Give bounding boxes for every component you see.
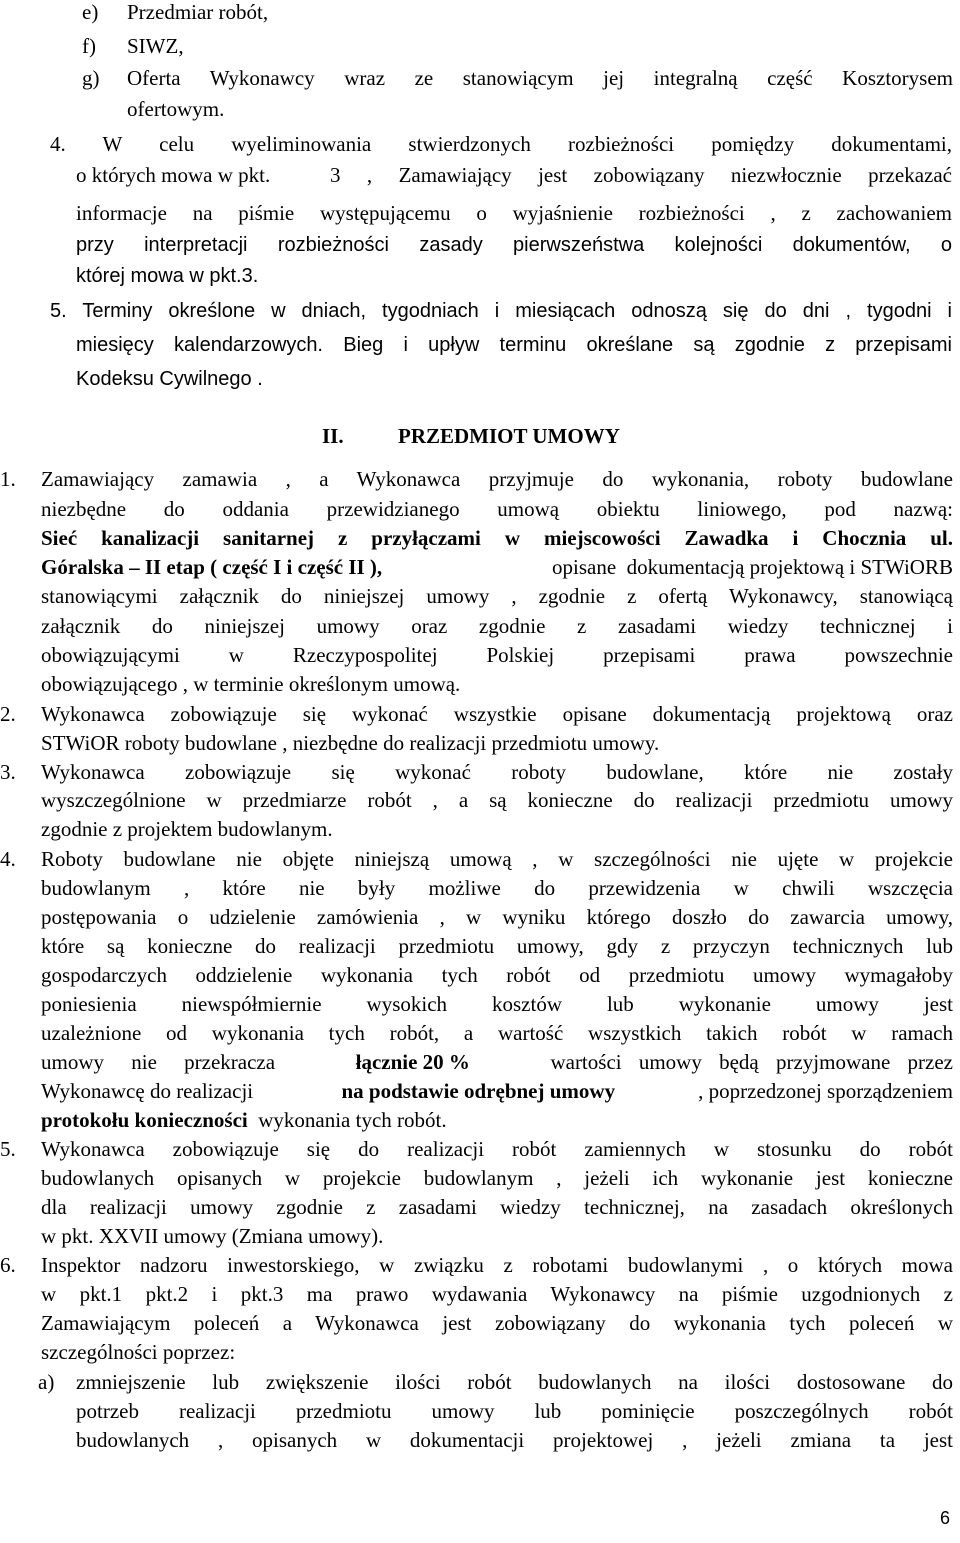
item-4-line6: poniesienia niewspółmiernie wysokich kosztów lub wykonanie umowy jest [41,992,953,1016]
paragraph-5-line2: miesięcy kalendarzowych. Bieg i upływ terminu określane są zgodnie z przepisami [76,334,952,356]
item-4-line8-c: wartości umowy będą przyjmowane przez [550,1050,953,1074]
paragraph-4-line5: której mowa w pkt.3. [76,265,259,287]
item-1-line3: Sieć kanalizacji sanitarnej z przyłączami w miejscowości Zawadka i Chocznia ul. [41,526,953,550]
paragraph-4-line4: przy interpretacji rozbieżności zasady pierwszeństwa kolejności dokumentów, o [76,234,952,256]
item-4-line8 [41,1048,953,1077]
item-4-line5: gospodarczych oddzielenie wykonania tych robót od przedmiotu umowy wymagałoby [41,963,953,987]
list-label-g: g) [82,66,100,90]
item-6-line3: Zamawiającym poleceń a Wykonawca jest zobowiązany do wykonania tych poleceń w [41,1311,953,1335]
section-number: II. [322,424,344,448]
item-5-line3: dla realizacji umowy zgodnie z zasadami wiedzy technicznej, na zasadach określonych [41,1195,953,1219]
subitem-a-number: a) [38,1370,55,1394]
list-item-g-line1: Oferta Wykonawcy wraz ze stanowiącym jej integralną część Kosztorysem [127,66,953,90]
item-4-line8-bold: łącznie 20 % [355,1050,470,1074]
item-4-line9-bold: na podstawie odrębnej umowy [341,1079,616,1103]
item-2-line1: Wykonawca zobowiązuje się wykonać wszystkie opisane dokumentacją projektową oraz [41,702,953,726]
item-1-line5: stanowiącymi załącznik do niniejszej umowy , zgodnie z ofertą Wykonawcy, stanowiącą [41,584,953,608]
item-4-line1: Roboty budowlane nie objęte niniejszą umową , w szczególności nie ujęte w projekcie [41,847,953,871]
item-4-line2: budowlanym , które nie były możliwe do przewidzenia w chwili wszczęcia [41,876,953,900]
item-3-line3: zgodnie z projektem budowlanym. [41,817,333,841]
item-1-line4-bold: Góralska – II etap ( część I i część II ), [41,555,383,579]
paragraph-4-line2b: 3 , Zamawiający jest zobowiązany niezwłocznie przekazać [330,163,952,187]
paragraph-4-line2a: o których mowa w pkt. [76,163,271,187]
paragraph-5-line1: 5. Terminy określone w dniach, tygodniach i miesiącach odnoszą się do dni , tygodni i [50,300,952,322]
list-label-f: f) [82,34,96,58]
item-5-line1: Wykonawca zobowiązuje się do realizacji robót zamiennych w stosunku do robót [41,1137,953,1161]
item-4-line3: postępowania o udzielenie zamówienia , w wyniku którego doszło do zawarcia umowy, [41,905,953,929]
item-4-line9-c: , poprzedzonej sporządzeniem [698,1079,953,1103]
list-label-e: e) [82,0,99,24]
item-3-number: 3. [0,760,16,784]
item-6-number: 6. [0,1253,16,1277]
list-item-e: Przedmiar robót, [127,0,269,24]
item-1-line8: obowiązującego , w terminie określonym umową. [41,672,461,696]
item-1-line4 [41,553,953,582]
item-4-line4: które są konieczne do realizacji przedmiotu umowy, gdy z przyczyn technicznych lub [41,934,953,958]
paragraph-4-line1: 4. W celu wyeliminowania stwierdzonych rozbieżności pomiędzy dokumentami, [50,132,952,156]
item-1-line1: Zamawiający zamawia , a Wykonawca przyjmuje do wykonania, roboty budowlane [41,467,953,491]
item-4-line10-bold: protokołu konieczności [41,1108,248,1132]
item-1-line2: niezbędne do oddania przewidzianego umową obiektu liniowego, pod nazwą: [41,497,953,521]
item-6-line1: Inspektor nadzoru inwestorskiego, w związku z robotami budowlanymi , o których mowa [41,1253,953,1277]
item-3-line1: Wykonawca zobowiązuje się wykonać roboty budowlane, które nie zostały [41,760,953,784]
item-6-line2: w pkt.1 pkt.2 i pkt.3 ma prawo wydawania Wykonawcy na piśmie uzgodnionych z [41,1282,953,1306]
item-2-line2: STWiOR roboty budowlane , niezbędne do realizacji przedmiotu umowy. [41,731,660,755]
item-5-line4: w pkt. XXVII umowy (Zmiana umowy). [41,1224,384,1248]
item-4-line9 [41,1077,953,1106]
item-4-line10 [41,1106,447,1135]
item-4-line8-a: umowy nie przekracza [41,1050,276,1074]
list-item-f: SIWZ, [127,34,184,58]
item-4-number: 4. [0,847,16,871]
paragraph-4-line3: informacje na piśmie występującemu o wyjaśnienie rozbieżności , z zachowaniem [76,201,952,225]
subitem-a-line1: zmniejszenie lub zwiększenie ilości robót budowlanych na ilości dostosowane do [76,1370,953,1394]
paragraph-5-line3: Kodeksu Cywilnego . [76,368,263,390]
page-number: 6 [940,1508,951,1528]
item-4-line7: uzależnione od wykonania tych robót, a wartość wszystkich takich robót w ramach [41,1021,953,1045]
subitem-a-line3: budowlanych , opisanych w dokumentacji projektowej , jeżeli zmiana ta jest [76,1428,953,1452]
item-6-line4: szczególności poprzez: [41,1340,236,1364]
item-2-number: 2. [0,702,16,726]
item-3-line2: wyszczególnione w przedmiarze robót , a są konieczne do realizacji przedmiotu umowy [41,788,953,812]
item-5-number: 5. [0,1137,16,1161]
item-1-line4-rest: opisane dokumentacją projektową i STWiORB [546,555,953,579]
subitem-a-line2: potrzeb realizacji przedmiotu umowy lub pominięcie poszczególnych robót [76,1399,953,1423]
item-4-line9-a: Wykonawcę do realizacji [41,1079,259,1103]
item-1-number: 1. [0,467,16,491]
list-item-g-line2: ofertowym. [127,97,225,121]
item-4-line10-rest: wykonania tych robót. [247,1108,447,1132]
item-1-line7: obowiązującymi w Rzeczypospolitej Polskiej przepisami prawa powszechnie [41,643,953,667]
item-5-line2: budowlanych opisanych w projekcie budowlanym , jeżeli ich wykonanie jest konieczne [41,1166,953,1190]
section-title: PRZEDMIOT UMOWY [398,424,620,448]
item-1-line6: załącznik do niniejszej umowy oraz zgodnie z zasadami wiedzy technicznej i [41,614,953,638]
